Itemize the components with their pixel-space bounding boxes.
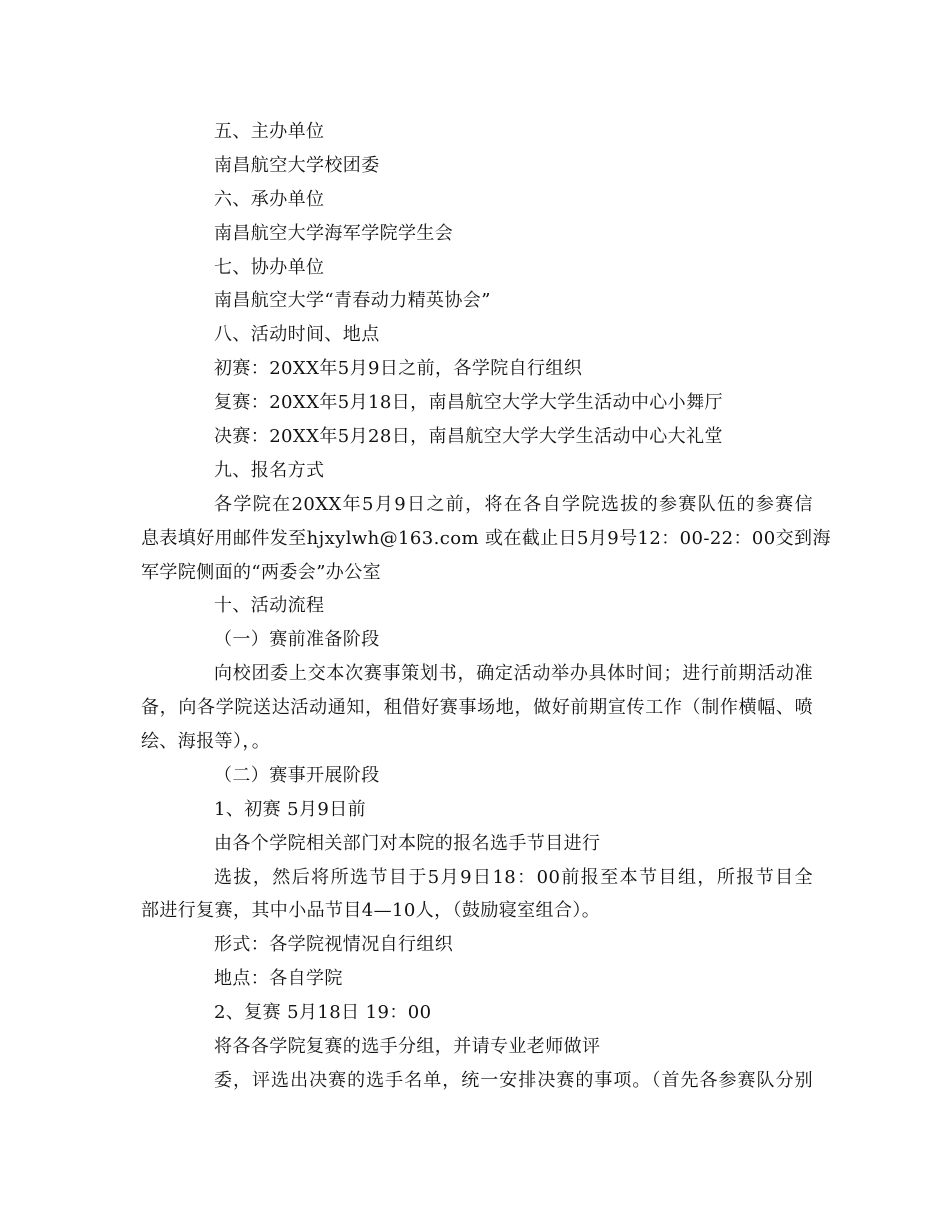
- section-heading-host: 六、承办单位: [214, 188, 325, 210]
- section-heading-registration: 九、报名方式: [214, 459, 325, 481]
- paragraph-line: 军学院侧面的“两委会”办公室: [141, 561, 382, 583]
- paragraph-line: 委，评选出决赛的选手名单，统一安排决赛的事项。（首先各参赛队分别: [214, 1069, 813, 1091]
- section-heading-process: 十、活动流程: [214, 595, 325, 617]
- section-heading-time-place: 八、活动时间、地点: [214, 324, 380, 346]
- paragraph-line: 形式：各学院视情况自行组织: [214, 934, 454, 956]
- paragraph-line: 备，向各学院送达活动通知，租借好赛事场地，做好前期宣传工作（制作横幅、喷: [141, 697, 813, 719]
- section-heading-co-organizer: 七、协办单位: [214, 256, 325, 278]
- subsection-heading-competition: （二）赛事开展阶段: [214, 764, 380, 786]
- section-heading-organizer: 五、主办单位: [214, 121, 325, 142]
- paragraph-line: 将各各学院复赛的选手分组，并请专业老师做评: [214, 1036, 601, 1058]
- paragraph-line: 南昌航空大学校团委: [214, 154, 380, 176]
- paragraph-line: 地点：各自学院: [214, 968, 343, 990]
- paragraph-line: 初赛：20XX年5月9日之前，各学院自行组织: [214, 358, 583, 380]
- subsection-heading-preparation: （一）赛前准备阶段: [214, 629, 380, 651]
- paragraph-line: 由各个学院相关部门对本院的报名选手节目进行: [214, 832, 601, 854]
- document-body: [141, 115, 831, 1098]
- paragraph-line: 决赛：20XX年5月28日，南昌航空大学大学生活动中心大礼堂: [214, 426, 723, 448]
- paragraph-line: 向校团委上交本次赛事策划书，确定活动举办具体时间；进行前期活动准: [214, 663, 813, 685]
- item-heading-semifinal: 2、复赛 5月18日 19：00: [214, 1002, 432, 1024]
- paragraph-line: 复赛：20XX年5月18日，南昌航空大学大学生活动中心小舞厅: [214, 392, 723, 414]
- paragraph-line: 息表填好用邮件发至hjxylwh@163.com 或在截止日5月9号12：00-22：00交到海: [141, 527, 831, 549]
- paragraph-line: 南昌航空大学海军学院学生会: [214, 222, 454, 244]
- paragraph-line: 部进行复赛，其中小品节目4—10人，（鼓励寝室组合）。: [141, 900, 601, 922]
- paragraph-line: 各学院在20XX年5月9日之前，将在各自学院选拔的参赛队伍的参赛信: [214, 493, 813, 515]
- paragraph-line: 绘、海报等），。: [141, 731, 271, 753]
- paragraph-line: 选拔，然后将所选节目于5月9日18：00前报至本节目组，所报节目全: [214, 866, 813, 888]
- paragraph-line: 南昌航空大学“青春动力精英协会”: [214, 290, 491, 312]
- item-heading-preliminary: 1、初赛 5月9日前: [214, 798, 367, 820]
